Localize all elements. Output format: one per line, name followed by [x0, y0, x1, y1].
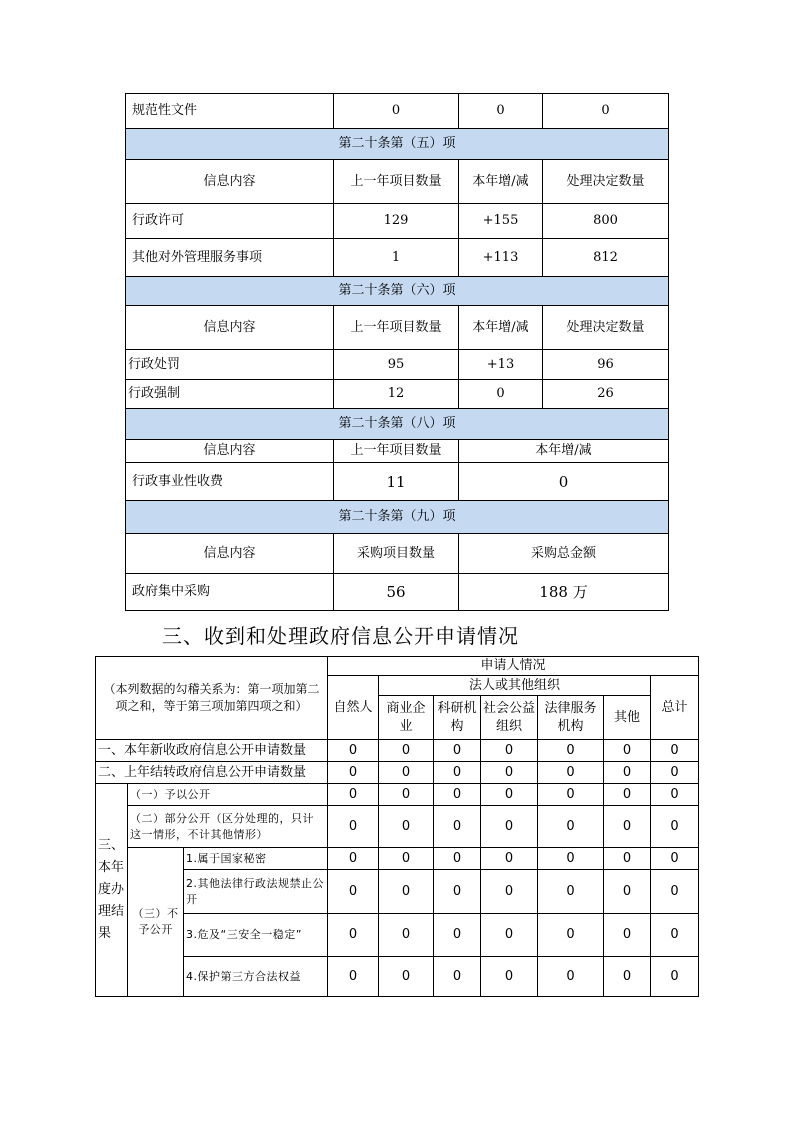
subgroup-label: （三）不予公开 — [128, 848, 184, 997]
table-row — [96, 740, 699, 762]
cell-value: 0 — [434, 848, 481, 870]
row-label: （一）予以公开 — [128, 784, 328, 806]
table-row — [126, 350, 669, 380]
row-label: 一、本年新收政府信息公开申请数量 — [96, 740, 328, 762]
cell-value: 0 — [604, 957, 651, 997]
table-row — [126, 239, 669, 277]
cell-value: +113 — [459, 239, 543, 277]
cell-value: +13 — [459, 350, 543, 380]
applicant-header: 申请人情况 — [328, 657, 699, 676]
column-header: 采购总金额 — [459, 534, 669, 574]
cell-value: 800 — [543, 204, 669, 239]
header-description: （本列数据的勾稽关系为：第一项加第二项之和，等于第三项加第四项之和） — [96, 657, 328, 740]
cell-value: 0 — [651, 762, 699, 784]
cell-value: 0 — [481, 848, 538, 870]
cell-value: +155 — [459, 204, 543, 239]
column-header: 本年增/减 — [459, 440, 669, 463]
cell-value: 0 — [651, 848, 699, 870]
cell-value: 0 — [651, 957, 699, 997]
column-header: 采购项目数量 — [334, 534, 459, 574]
cell-value: 0 — [434, 740, 481, 762]
cell-value: 0 — [434, 762, 481, 784]
cell-value: 0 — [481, 784, 538, 806]
cell-value: 0 — [604, 914, 651, 957]
cell-value: 0 — [651, 740, 699, 762]
header-row — [126, 534, 669, 574]
cell-value: 26 — [543, 380, 669, 409]
column-header: 科研机构 — [434, 696, 481, 740]
cell-value: 0 — [379, 914, 434, 957]
cell-value: 0 — [538, 870, 604, 914]
row-label: 其他对外管理服务事项 — [126, 239, 334, 277]
row-label: （二）部分公开（区分处理的，只计这一情形，不计其他情形） — [128, 806, 328, 848]
cell-value: 0 — [481, 806, 538, 848]
cell-value: 0 — [379, 870, 434, 914]
column-header: 法律服务机构 — [538, 696, 604, 740]
cell-value: 1 — [334, 239, 459, 277]
cell-value: 0 — [481, 870, 538, 914]
table-row — [96, 957, 699, 997]
column-header: 其他 — [604, 696, 651, 740]
column-header: 本年增/减 — [459, 160, 543, 204]
cell-value: 0 — [328, 957, 379, 997]
cell-value: 0 — [328, 806, 379, 848]
cell-value: 0 — [538, 762, 604, 784]
cell-value: 0 — [328, 784, 379, 806]
cell-value: 0 — [481, 762, 538, 784]
cell-value: 11 — [334, 463, 459, 501]
cell-value: 0 — [604, 848, 651, 870]
cell-value: 129 — [334, 204, 459, 239]
statistics-table — [125, 93, 669, 611]
cell-value: 0 — [379, 848, 434, 870]
cell-value: 0 — [434, 784, 481, 806]
cell-value: 0 — [379, 806, 434, 848]
cell-value: 0 — [434, 914, 481, 957]
cell-value: 0 — [328, 740, 379, 762]
cell-value: 0 — [651, 870, 699, 914]
legal-entity-header: 法人或其他组织 — [379, 676, 651, 696]
column-header: 信息内容 — [126, 160, 334, 204]
table-row — [96, 848, 699, 870]
cell-value: 0 — [538, 957, 604, 997]
table-row — [126, 94, 669, 129]
table-row — [96, 870, 699, 914]
cell-value: 0 — [538, 784, 604, 806]
header-row — [126, 160, 669, 204]
table-row — [96, 762, 699, 784]
section-header: 第二十条第（八）项 — [126, 409, 669, 440]
table-row — [96, 784, 699, 806]
total-header: 总计 — [651, 676, 699, 740]
row-label: 规范性文件 — [126, 94, 334, 129]
table-row — [126, 463, 669, 501]
table-row — [96, 806, 699, 848]
row-label: 政府集中采购 — [126, 574, 334, 611]
row-label: 4.保护第三方合法权益 — [184, 957, 328, 997]
table-row — [126, 574, 669, 611]
cell-value: 0 — [328, 914, 379, 957]
cell-value: 96 — [543, 350, 669, 380]
section-header: 第二十条第（六）项 — [126, 277, 669, 306]
cell-value: 0 — [434, 957, 481, 997]
cell-value: 0 — [334, 94, 459, 129]
row-label: 行政许可 — [126, 204, 334, 239]
table-row — [126, 204, 669, 239]
cell-value: 0 — [481, 740, 538, 762]
cell-value: 0 — [379, 957, 434, 997]
cell-value: 0 — [481, 957, 538, 997]
cell-value: 0 — [459, 463, 669, 501]
cell-value: 0 — [604, 740, 651, 762]
table-row — [126, 380, 669, 409]
cell-value: 188 万 — [459, 574, 669, 611]
cell-value: 0 — [328, 762, 379, 784]
cell-value: 0 — [481, 914, 538, 957]
section-header: 第二十条第（九）项 — [126, 501, 669, 534]
cell-value: 0 — [459, 380, 543, 409]
row-label: 行政事业性收费 — [126, 463, 334, 501]
column-header: 处理决定数量 — [543, 306, 669, 350]
column-header: 上一年项目数量 — [334, 160, 459, 204]
cell-value: 56 — [334, 574, 459, 611]
cell-value: 0 — [379, 784, 434, 806]
cell-value: 0 — [604, 784, 651, 806]
cell-value: 0 — [538, 914, 604, 957]
cell-value: 0 — [328, 870, 379, 914]
column-header: 上一年项目数量 — [334, 440, 459, 463]
column-header: 信息内容 — [126, 306, 334, 350]
row-label: 2.其他法律行政法规禁止公开 — [184, 870, 328, 914]
header-row — [126, 440, 669, 463]
column-header: 信息内容 — [126, 534, 334, 574]
column-header: 商业企业 — [379, 696, 434, 740]
cell-value: 0 — [651, 914, 699, 957]
column-header: 社会公益组织 — [481, 696, 538, 740]
cell-value: 0 — [543, 94, 669, 129]
cell-value: 0 — [538, 740, 604, 762]
cell-value: 0 — [604, 762, 651, 784]
application-table — [95, 656, 699, 997]
cell-value: 0 — [604, 870, 651, 914]
column-header: 处理决定数量 — [543, 160, 669, 204]
section-header: 第二十条第（五）项 — [126, 129, 669, 160]
cell-value: 0 — [379, 740, 434, 762]
cell-value: 0 — [651, 784, 699, 806]
cell-value: 812 — [543, 239, 669, 277]
cell-value: 0 — [434, 870, 481, 914]
column-header: 本年增/减 — [459, 306, 543, 350]
cell-value: 0 — [538, 848, 604, 870]
cell-value: 0 — [651, 806, 699, 848]
column-header: 信息内容 — [126, 440, 334, 463]
row-label: 3.危及“三安全一稳定” — [184, 914, 328, 957]
cell-value: 12 — [334, 380, 459, 409]
section-title: 三、收到和处理政府信息公开申请情况 — [162, 624, 519, 648]
cell-value: 0 — [604, 806, 651, 848]
cell-value: 0 — [459, 94, 543, 129]
natural-person-header: 自然人 — [328, 676, 379, 740]
row-label: 行政处罚 — [126, 350, 334, 380]
column-header: 上一年项目数量 — [334, 306, 459, 350]
row-label: 二、上年结转政府信息公开申请数量 — [96, 762, 328, 784]
table-row — [96, 914, 699, 957]
header-row — [126, 306, 669, 350]
row-label: 1.属于国家秘密 — [184, 848, 328, 870]
cell-value: 0 — [328, 848, 379, 870]
cell-value: 95 — [334, 350, 459, 380]
cell-value: 0 — [434, 806, 481, 848]
cell-value: 0 — [538, 806, 604, 848]
group-label: 三、本年度办理结果 — [96, 784, 128, 997]
row-label: 行政强制 — [126, 380, 334, 409]
cell-value: 0 — [379, 762, 434, 784]
